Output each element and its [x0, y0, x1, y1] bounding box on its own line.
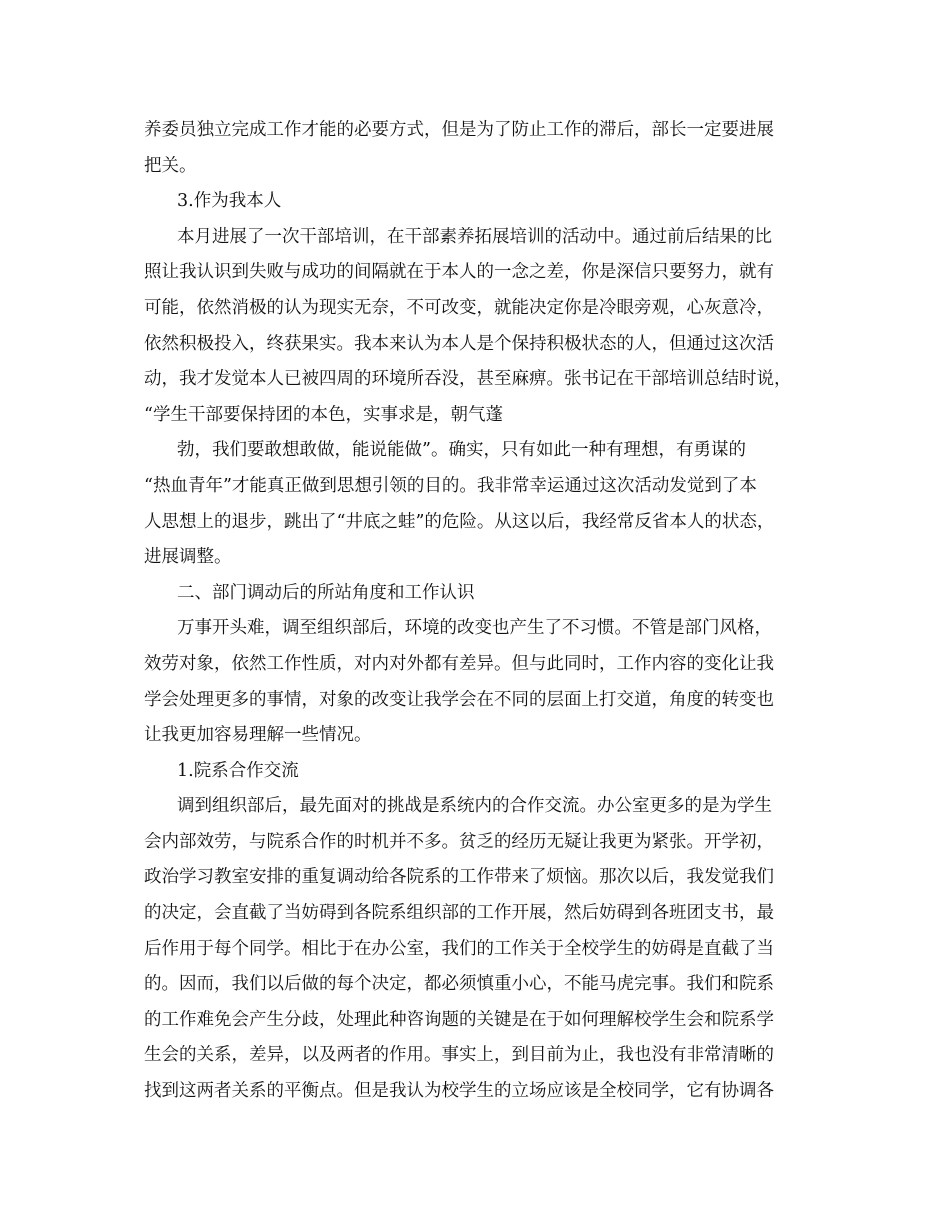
text-line: 后作用于每个同学。相比于在办公室，我们的工作关于全校学生的妨碍是直截了当 [144, 938, 774, 959]
section-heading: 3.作为我本人 [177, 191, 282, 212]
text-line: “学生干部要保持团的本色，实事求是，朝气蓬 [144, 404, 503, 425]
text-line: 进展调整。 [144, 547, 232, 568]
text-line: 的决定，会直截了当妨碍到各院系组织部的工作开展，然后妨碍到各班团支书，最 [144, 903, 774, 924]
text-line: 依然积极投入，终获果实。我本来认为本人是个保持积极状态的人，但通过这次活 [144, 333, 774, 354]
document-body [144, 113, 820, 1110]
text-line: 养委员独立完成工作才能的必要方式，但是为了防止工作的滞后，部长一定要进展 [144, 120, 774, 140]
text-line: 照让我认识到失败与成功的间隔就在于本人的一念之差，你是深信只要努力，就有 [144, 262, 774, 283]
text-line: 勃，我们要敢想敢做，能说能做”。确实，只有如此一种有理想，有勇谋的 [177, 440, 746, 461]
text-line: 学会处理更多的事情，对象的改变让我学会在不同的层面上打交道，角度的转变也 [144, 689, 774, 710]
text-line: 本月进展了一次干部培训，在干部素养拓展培训的活动中。通过前后结果的比 [177, 226, 772, 247]
section-heading: 1.院系合作交流 [177, 760, 299, 781]
text-line: 政治学习教室安排的重复调动给各院系的工作带来了烦恼。那次以后，我发觉我们 [144, 867, 774, 888]
text-line: 生会的关系，差异，以及两者的作用。事实上，到目前为止，我也没有非常清晰的 [144, 1045, 774, 1066]
text-line: “热血青年”才能真正做到思想引领的目的。我非常幸运通过这次活动发觉到了本 [144, 475, 757, 496]
text-line: 找到这两者关系的平衡点。但是我认为校学生的立场应该是全校同学，它有协调各 [144, 1081, 774, 1102]
text-line: 的。因而，我们以后做的每个决定，都必须慎重小心，不能马虎完事。我们和院系 [144, 974, 774, 995]
text-line: 效劳对象，依然工作性质，对内对外都有差异。但与此同时，工作内容的变化让我 [144, 653, 774, 674]
text-line: 把关。 [144, 155, 197, 176]
text-line: 人思想上的退步，跳出了“井底之蛙”的危险。从这以后，我经常反省本人的状态， [144, 511, 775, 532]
section-heading: 二、部门调动后的所站角度和工作认识 [177, 582, 475, 603]
text-line: 调到组织部后，最先面对的挑战是系统内的合作交流。办公室更多的是为学生 [177, 796, 772, 817]
text-line: 让我更加容易理解一些情况。 [144, 725, 372, 746]
text-line: 动，我才发觉本人已被四周的环境所吞没，甚至麻痹。张书记在干部培训总结时说， [144, 369, 792, 390]
text-line: 万事开头难，调至组织部后，环境的改变也产生了不习惯。不管是部门风格， [177, 618, 772, 639]
text-line: 的工作难免会产生分歧，处理此种咨询题的关键是在于如何理解校学生会和院系学 [144, 1009, 774, 1030]
text-line: 可能，依然消极的认为现实无奈，不可改变，就能决定你是冷眼旁观，心灰意冷， [144, 297, 774, 318]
text-line: 会内部效劳，与院系合作的时机并不多。贫乏的经历无疑让我更为紧张。开学初， [144, 831, 774, 852]
